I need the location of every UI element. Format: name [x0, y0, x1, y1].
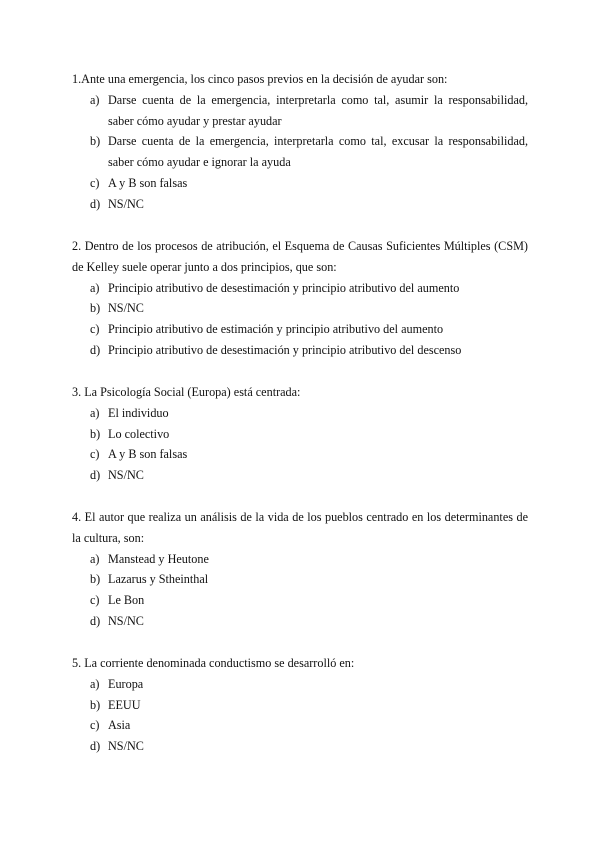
- option-text: Lo colectivo: [108, 426, 170, 441]
- option-item: [72, 695, 528, 716]
- option-letter: a): [90, 551, 100, 566]
- option-list: [72, 549, 528, 632]
- option-text: NS/NC: [108, 196, 144, 211]
- option-letter: d): [90, 739, 101, 754]
- option-item: [72, 590, 528, 611]
- option-item: [72, 194, 528, 215]
- option-text: El individuo: [108, 405, 169, 420]
- question-1: [72, 69, 528, 215]
- option-text: Lazarus y Stheinthal: [108, 572, 209, 587]
- option-text: A y B son falsas: [108, 447, 188, 462]
- option-item: [72, 403, 528, 424]
- option-text: Principio atributivo de estimación y principio atributivo del aumento: [108, 322, 444, 337]
- option-letter: a): [90, 405, 100, 420]
- option-item: [72, 340, 528, 361]
- option-text: Asia: [108, 718, 131, 733]
- option-item: [72, 278, 528, 299]
- option-letter: d): [90, 342, 101, 357]
- question-text: 5. La corriente denominada conductismo se desarrolló en:: [72, 656, 355, 670]
- option-item: [72, 715, 528, 736]
- option-letter: b): [90, 134, 101, 149]
- option-text: NS/NC: [108, 301, 144, 316]
- option-list: [72, 90, 528, 215]
- question-4: [72, 507, 528, 632]
- question-5: [72, 653, 528, 757]
- option-text: A y B son falsas: [108, 175, 188, 190]
- question-text: 1.Ante una emergencia, los cinco pasos previos en la decisión de ayudar son:: [72, 72, 448, 86]
- option-letter: a): [90, 92, 100, 107]
- question-3: [72, 382, 528, 486]
- question-text: 4. El autor que realiza un análisis de la vida de los pueblos centrado en los determinantes de la cultura, son:: [72, 510, 528, 545]
- option-letter: c): [90, 322, 100, 337]
- option-letter: c): [90, 593, 100, 608]
- option-letter: d): [90, 468, 101, 483]
- option-letter: c): [90, 447, 100, 462]
- option-text: Principio atributivo de desestimación y principio atributivo del descenso: [108, 342, 462, 357]
- option-text: NS/NC: [108, 468, 144, 483]
- option-letter: d): [90, 196, 101, 211]
- question-text: 2. Dentro de los procesos de atribución, el Esquema de Causas Suficientes Múltiples (CSM) de Kelley suele operar junto a dos principios, que son:: [72, 239, 528, 274]
- option-letter: c): [90, 718, 100, 733]
- option-text: Darse cuenta de la emergencia, interpretarla como tal, excusar la responsabilidad, saber cómo ayudar e ignorar la ayuda: [108, 134, 528, 170]
- option-item: [72, 173, 528, 194]
- option-text: Manstead y Heutone: [108, 551, 209, 566]
- option-letter: a): [90, 280, 100, 295]
- option-letter: c): [90, 175, 100, 190]
- option-letter: a): [90, 676, 100, 691]
- option-letter: b): [90, 572, 101, 587]
- option-letter: b): [90, 697, 101, 712]
- option-text: Le Bon: [108, 593, 145, 608]
- option-text: Darse cuenta de la emergencia, interpretarla como tal, asumir la responsabilidad, saber cómo ayudar y prestar ayudar: [108, 92, 528, 128]
- option-list: [72, 278, 528, 361]
- option-letter: d): [90, 613, 101, 628]
- option-text: EEUU: [108, 697, 141, 712]
- option-item: [72, 736, 528, 757]
- option-item: [72, 90, 528, 132]
- option-item: [72, 131, 528, 173]
- option-text: NS/NC: [108, 613, 144, 628]
- option-item: [72, 569, 528, 590]
- option-item: [72, 444, 528, 465]
- option-list: [72, 674, 528, 757]
- option-item: [72, 319, 528, 340]
- option-letter: b): [90, 426, 101, 441]
- option-item: [72, 424, 528, 445]
- option-text: Europa: [108, 676, 144, 691]
- option-text: NS/NC: [108, 739, 144, 754]
- option-item: [72, 549, 528, 570]
- question-2: [72, 236, 528, 361]
- question-text: 3. La Psicología Social (Europa) está centrada:: [72, 385, 301, 399]
- option-list: [72, 403, 528, 486]
- option-item: [72, 298, 528, 319]
- option-item: [72, 674, 528, 695]
- option-text: Principio atributivo de desestimación y principio atributivo del aumento: [108, 280, 460, 295]
- option-letter: b): [90, 301, 101, 316]
- option-item: [72, 465, 528, 486]
- option-item: [72, 611, 528, 632]
